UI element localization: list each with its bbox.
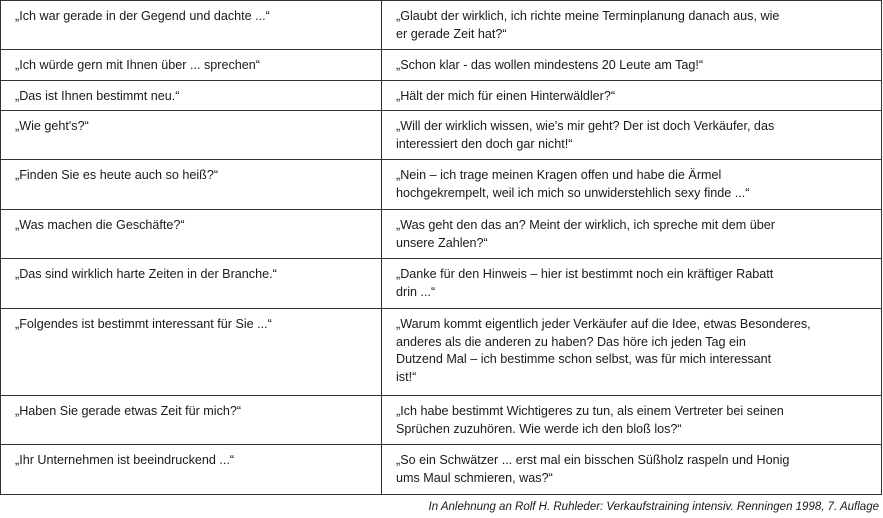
customer-thought-cell	[382, 309, 882, 396]
table-row	[1, 309, 882, 396]
table-row	[1, 111, 882, 160]
table-row	[1, 210, 882, 259]
customer-thought-line: Dutzend Mal – ich bestimme schon selbst, was für mich interessant	[396, 352, 772, 366]
sales-phrase-cell	[1, 111, 382, 160]
customer-thought-cell	[382, 210, 882, 259]
customer-thought-line: „Ich habe bestimmt Wichtigeres zu tun, als einem Vertreter bei seinen	[396, 404, 784, 418]
sales-phrase: „Finden Sie es heute auch so heiß?“	[15, 168, 219, 182]
customer-thought-line: „Warum kommt eigentlich jeder Verkäufer auf die Idee, etwas Besonderes,	[396, 317, 811, 331]
table-row	[1, 259, 882, 309]
customer-thought-cell	[382, 81, 882, 111]
sales-phrase: „Ich würde gern mit Ihnen über ... sprechen“	[15, 58, 261, 72]
sales-phrase-cell	[1, 50, 382, 81]
sales-phrase: „Haben Sie gerade etwas Zeit für mich?“	[15, 404, 242, 418]
customer-thought-line: Sprüchen zuzuhören. Wie werde ich den bloß los?“	[396, 421, 682, 436]
customer-thought-line: unsere Zahlen?“	[396, 235, 488, 250]
customer-thought-line: „Will der wirklich wissen, wie's mir geht? Der ist doch Verkäufer, das	[396, 119, 775, 133]
sales-phrase-cell	[1, 160, 382, 210]
table-row	[1, 81, 882, 111]
sales-phrase: „Ihr Unternehmen ist beeindruckend ...“	[15, 453, 235, 467]
customer-thought-line: ist!“	[396, 369, 417, 384]
table-row	[1, 396, 882, 445]
customer-thought-line: anderes als die anderen zu haben? Das höre ich jeden Tag ein	[396, 334, 746, 349]
sales-phrase-cell	[1, 396, 382, 445]
customer-thought-cell	[382, 1, 882, 50]
sales-phrase-cell	[1, 81, 382, 111]
customer-thought-cell	[382, 160, 882, 210]
sales-phrase: „Wie geht's?“	[15, 119, 89, 133]
customer-thought-cell	[382, 259, 882, 309]
sales-phrase: „Folgendes ist bestimmt interessant für Sie ...“	[15, 317, 272, 331]
sales-phrase: „Ich war gerade in der Gegend und dachte ...“	[15, 9, 270, 23]
customer-thought-line: „Glaubt der wirklich, ich richte meine Terminplanung danach aus, wie	[396, 9, 780, 23]
sales-phrase-cell	[1, 1, 382, 50]
customer-thought-line: „Schon klar - das wollen mindestens 20 Leute am Tag!“	[396, 58, 704, 72]
customer-thought-line: „Was geht den das an? Meint der wirklich, ich spreche mit dem über	[396, 218, 775, 232]
customer-thought-cell	[382, 111, 882, 160]
table-row	[1, 50, 882, 81]
customer-thought-line: er gerade Zeit hat?“	[396, 26, 507, 41]
customer-thought-line: „Nein – ich trage meinen Kragen offen und habe die Ärmel	[396, 168, 722, 182]
customer-thought-cell	[382, 445, 882, 495]
sales-phrase-cell	[1, 445, 382, 495]
sales-phrase: „Was machen die Geschäfte?“	[15, 218, 185, 232]
sales-phrase: „Das sind wirklich harte Zeiten in der Branche.“	[15, 267, 277, 281]
customer-thought-cell	[382, 50, 882, 81]
customer-thought-cell	[382, 396, 882, 445]
sales-phrase-cell	[1, 309, 382, 396]
sales-phrase-cell	[1, 259, 382, 309]
sales-phrase: „Das ist Ihnen bestimmt neu.“	[15, 89, 180, 103]
customer-thought-line: „Hält der mich für einen Hinterwäldler?“	[396, 89, 616, 103]
customer-thought-line: drin ...“	[396, 284, 436, 299]
customer-thought-line: interessiert den doch gar nicht!“	[396, 136, 573, 151]
sales-phrase-cell	[1, 210, 382, 259]
table-row	[1, 1, 882, 50]
table-row	[1, 160, 882, 210]
customer-thought-line: hochgekrempelt, weil ich mich so unwiderstehlich sexy finde ...“	[396, 185, 750, 200]
table-row	[1, 445, 882, 495]
customer-thought-line: ums Maul schmieren, was?“	[396, 470, 553, 485]
customer-thought-line: „So ein Schwätzer ... erst mal ein bisschen Süßholz raspeln und Honig	[396, 453, 790, 467]
customer-thought-line: „Danke für den Hinweis – hier ist bestimmt noch ein kräftiger Rabatt	[396, 267, 774, 281]
source-citation: In Anlehnung an Rolf H. Ruhleder: Verkaufstraining intensiv. Renningen 1998, 7. Auflage	[428, 501, 879, 513]
